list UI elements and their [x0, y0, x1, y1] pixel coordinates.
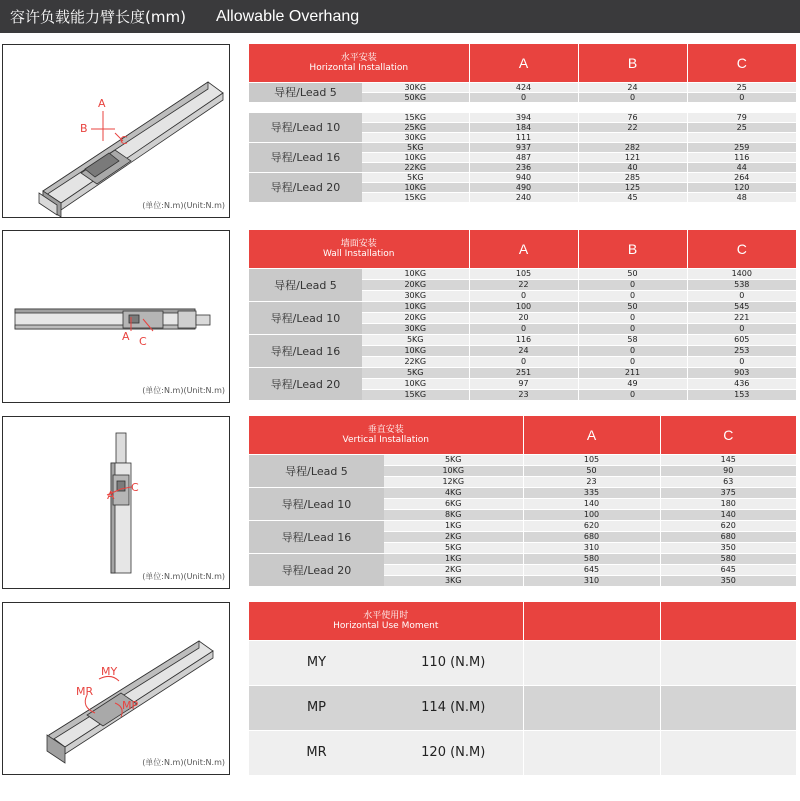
value-cell: 645 — [660, 564, 796, 575]
load-cell: 25KG — [362, 122, 469, 132]
value-cell: 264 — [687, 172, 796, 182]
axis-label-c: C — [131, 481, 139, 494]
vertical-title-en: Vertical Installation — [342, 434, 429, 445]
moment-value: 114 (N.M) — [384, 685, 523, 730]
value-cell: 394 — [469, 112, 578, 122]
value-cell: 0 — [687, 356, 796, 367]
value-cell — [578, 132, 687, 142]
vertical-actuator-illustration — [3, 417, 229, 588]
value-cell: 125 — [578, 182, 687, 192]
moment-title-zh: 水平使用时 — [363, 610, 409, 621]
value-cell: 0 — [578, 389, 687, 400]
value-cell: 24 — [578, 82, 687, 92]
axis-label-a: A — [98, 97, 106, 110]
load-cell: 2KG — [384, 531, 523, 542]
lead-group-label: 导程/Lead 5 — [249, 82, 362, 102]
lead-group-label: 导程/Lead 16 — [249, 142, 362, 172]
moment-name: MR — [249, 730, 384, 775]
wall-title-zh: 墙面安装 — [340, 238, 377, 249]
load-cell: 10KG — [362, 378, 469, 389]
load-cell: 12KG — [384, 476, 523, 487]
horizontal-title-zh: 水平安装 — [340, 52, 377, 63]
load-cell: 8KG — [384, 509, 523, 520]
load-cell: 5KG — [362, 142, 469, 152]
moment-blank — [660, 685, 796, 730]
moment-value: 110 (N.M) — [384, 640, 523, 685]
value-cell: 145 — [660, 454, 796, 465]
value-cell: 545 — [687, 301, 796, 312]
value-cell: 350 — [660, 542, 796, 553]
moment-blank — [660, 730, 796, 775]
value-cell: 580 — [523, 553, 660, 564]
value-cell: 0 — [469, 92, 578, 102]
value-cell: 180 — [660, 498, 796, 509]
header-title-zh: 容许负载能力臂长度(mm) — [10, 8, 186, 26]
value-cell: 487 — [469, 152, 578, 162]
load-cell: 1KG — [384, 553, 523, 564]
col-header-b: B — [578, 44, 687, 82]
value-cell: 153 — [687, 389, 796, 400]
value-cell: 436 — [687, 378, 796, 389]
lead-group-label: 导程/Lead 20 — [249, 367, 362, 400]
moment-title — [249, 602, 523, 640]
value-cell: 620 — [523, 520, 660, 531]
horizontal-title — [249, 44, 469, 82]
lead-group-label: 导程/Lead 10 — [249, 112, 362, 142]
load-cell: 15KG — [362, 192, 469, 202]
unit-label: (单位:N.m)(Unit:N.m) — [142, 386, 225, 395]
wall-actuator-illustration — [3, 231, 229, 402]
value-cell: 605 — [687, 334, 796, 345]
horizontal-title-en: Horizontal Installation — [309, 62, 409, 73]
axis-label-a: A — [122, 330, 130, 343]
col-header-a: A — [523, 416, 660, 454]
moment-label-mr: MR — [76, 685, 94, 698]
value-cell: 40 — [578, 162, 687, 172]
moment-blank — [660, 640, 796, 685]
value-cell: 490 — [469, 182, 578, 192]
value-cell: 140 — [523, 498, 660, 509]
load-cell: 3KG — [384, 575, 523, 586]
moment-header-blank — [660, 602, 796, 640]
value-cell: 116 — [469, 334, 578, 345]
load-cell: 1KG — [384, 520, 523, 531]
axis-label-c: C — [139, 335, 147, 348]
col-header-c: C — [660, 416, 796, 454]
value-cell: 79 — [687, 112, 796, 122]
value-cell: 44 — [687, 162, 796, 172]
value-cell: 120 — [687, 182, 796, 192]
value-cell: 184 — [469, 122, 578, 132]
unit-label: (单位:N.m)(Unit:N.m) — [142, 572, 225, 581]
moment-table — [249, 602, 796, 775]
axis-label-c: C — [120, 134, 128, 147]
moment-header-blank — [523, 602, 660, 640]
vertical-table — [249, 416, 796, 586]
value-cell: 50 — [578, 268, 687, 279]
wall-table — [249, 230, 796, 400]
load-cell: 2KG — [384, 564, 523, 575]
value-cell: 251 — [469, 367, 578, 378]
value-cell: 24 — [469, 345, 578, 356]
header-bar — [0, 0, 800, 33]
value-cell: 105 — [469, 268, 578, 279]
value-cell: 680 — [660, 531, 796, 542]
moment-blank — [523, 640, 660, 685]
value-cell: 22 — [469, 279, 578, 290]
value-cell: 63 — [660, 476, 796, 487]
value-cell: 620 — [660, 520, 796, 531]
horizontal-actuator-illustration — [3, 45, 229, 217]
value-cell: 0 — [578, 279, 687, 290]
value-cell: 580 — [660, 553, 796, 564]
load-cell: 20KG — [362, 312, 469, 323]
moment-name: MP — [249, 685, 384, 730]
value-cell: 23 — [523, 476, 660, 487]
value-cell: 25 — [687, 82, 796, 92]
moment-blank — [523, 730, 660, 775]
vertical-diagram-box — [2, 416, 230, 589]
moment-blank — [523, 685, 660, 730]
lead-group-label: 导程/Lead 5 — [249, 268, 362, 301]
col-header-a: A — [469, 44, 578, 82]
value-cell: 1400 — [687, 268, 796, 279]
col-header-c: C — [687, 44, 796, 82]
load-cell: 10KG — [362, 301, 469, 312]
value-cell: 0 — [469, 323, 578, 334]
wall-title-en: Wall Installation — [322, 248, 395, 259]
load-cell: 30KG — [362, 132, 469, 142]
load-cell: 10KG — [384, 465, 523, 476]
lead-group-label: 导程/Lead 10 — [249, 487, 384, 520]
value-cell: 90 — [660, 465, 796, 476]
value-cell: 0 — [578, 290, 687, 301]
lead-group-label: 导程/Lead 5 — [249, 454, 384, 487]
vertical-title-zh: 垂直安装 — [367, 424, 404, 435]
load-cell: 15KG — [362, 389, 469, 400]
value-cell: 310 — [523, 575, 660, 586]
value-cell: 350 — [660, 575, 796, 586]
value-cell: 335 — [523, 487, 660, 498]
load-cell: 5KG — [384, 542, 523, 553]
load-cell: 10KG — [362, 182, 469, 192]
col-header-c: C — [687, 230, 796, 268]
value-cell: 285 — [578, 172, 687, 182]
load-cell: 6KG — [384, 498, 523, 509]
value-cell: 100 — [523, 509, 660, 520]
value-cell: 375 — [660, 487, 796, 498]
value-cell: 111 — [469, 132, 578, 142]
load-cell: 22KG — [362, 162, 469, 172]
lead-group-label: 导程/Lead 10 — [249, 301, 362, 334]
value-cell: 645 — [523, 564, 660, 575]
value-cell: 0 — [687, 92, 796, 102]
value-cell: 20 — [469, 312, 578, 323]
value-cell: 0 — [578, 356, 687, 367]
value-cell: 100 — [469, 301, 578, 312]
moment-diagram-box — [2, 602, 230, 775]
load-cell: 5KG — [362, 172, 469, 182]
value-cell: 211 — [578, 367, 687, 378]
value-cell: 310 — [523, 542, 660, 553]
value-cell: 116 — [687, 152, 796, 162]
moment-title-en: Horizontal Use Moment — [333, 620, 439, 631]
value-cell: 538 — [687, 279, 796, 290]
value-cell: 259 — [687, 142, 796, 152]
value-cell: 0 — [469, 356, 578, 367]
value-cell: 0 — [687, 323, 796, 334]
value-cell: 236 — [469, 162, 578, 172]
value-cell: 105 — [523, 454, 660, 465]
load-cell: 50KG — [362, 92, 469, 102]
load-cell: 20KG — [362, 279, 469, 290]
load-cell: 30KG — [362, 290, 469, 301]
value-cell: 50 — [578, 301, 687, 312]
value-cell: 0 — [578, 312, 687, 323]
load-cell: 10KG — [362, 268, 469, 279]
lead-group-label: 导程/Lead 16 — [249, 520, 384, 553]
load-cell: 5KG — [362, 367, 469, 378]
value-cell: 97 — [469, 378, 578, 389]
value-cell: 23 — [469, 389, 578, 400]
vertical-title — [249, 416, 523, 454]
load-cell: 5KG — [384, 454, 523, 465]
lead-group-label: 导程/Lead 20 — [249, 553, 384, 586]
value-cell: 424 — [469, 82, 578, 92]
load-cell: 10KG — [362, 152, 469, 162]
value-cell: 0 — [578, 345, 687, 356]
moment-label-mp: MP — [122, 699, 139, 712]
header-title-en: Allowable Overhang — [215, 7, 360, 25]
value-cell: 76 — [578, 112, 687, 122]
value-cell: 0 — [469, 290, 578, 301]
horizontal-diagram-box — [2, 44, 230, 218]
value-cell: 903 — [687, 367, 796, 378]
load-cell: 15KG — [362, 112, 469, 122]
value-cell: 0 — [578, 323, 687, 334]
value-cell: 680 — [523, 531, 660, 542]
value-cell: 937 — [469, 142, 578, 152]
load-cell: 22KG — [362, 356, 469, 367]
load-cell: 30KG — [362, 323, 469, 334]
value-cell — [687, 132, 796, 142]
axis-label-b: B — [80, 122, 88, 135]
load-cell: 30KG — [362, 82, 469, 92]
value-cell: 45 — [578, 192, 687, 202]
wall-diagram-box — [2, 230, 230, 403]
lead-group-label: 导程/Lead 20 — [249, 172, 362, 202]
value-cell: 240 — [469, 192, 578, 202]
axis-label-a: A — [107, 489, 115, 502]
col-header-b: B — [578, 230, 687, 268]
value-cell: 49 — [578, 378, 687, 389]
value-cell: 58 — [578, 334, 687, 345]
load-cell: 10KG — [362, 345, 469, 356]
lead-group-label: 导程/Lead 16 — [249, 334, 362, 367]
value-cell: 282 — [578, 142, 687, 152]
value-cell: 121 — [578, 152, 687, 162]
moment-label-my: MY — [101, 665, 118, 678]
wall-title — [249, 230, 469, 268]
load-cell: 5KG — [362, 334, 469, 345]
value-cell: 253 — [687, 345, 796, 356]
value-cell: 48 — [687, 192, 796, 202]
value-cell: 0 — [687, 290, 796, 301]
value-cell: 140 — [660, 509, 796, 520]
value-cell: 25 — [687, 122, 796, 132]
unit-label: (单位:N.m)(Unit:N.m) — [142, 201, 225, 210]
moment-actuator-illustration — [3, 603, 229, 774]
value-cell: 22 — [578, 122, 687, 132]
col-header-a: A — [469, 230, 578, 268]
load-cell: 4KG — [384, 487, 523, 498]
moment-value: 120 (N.M) — [384, 730, 523, 775]
unit-label: (单位:N.m)(Unit:N.m) — [142, 758, 225, 767]
moment-name: MY — [249, 640, 384, 685]
value-cell: 0 — [578, 92, 687, 102]
horizontal-table — [249, 44, 796, 202]
value-cell: 221 — [687, 312, 796, 323]
value-cell: 940 — [469, 172, 578, 182]
value-cell: 50 — [523, 465, 660, 476]
